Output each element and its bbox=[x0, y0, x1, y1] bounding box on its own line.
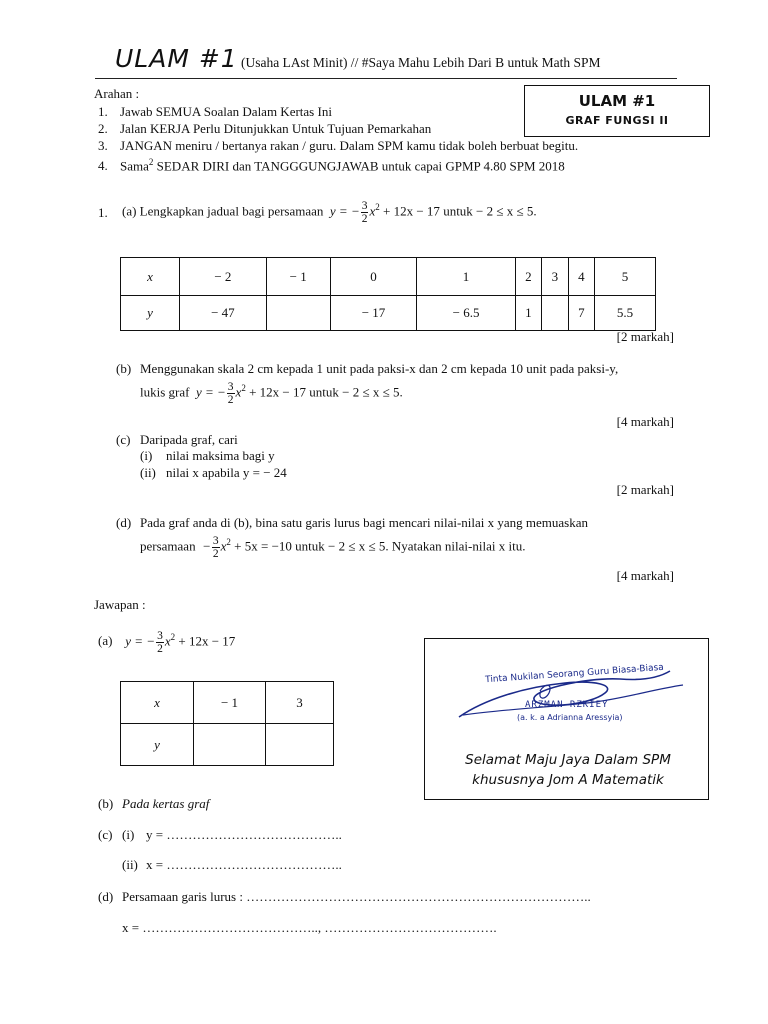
table-cell: 0 bbox=[330, 258, 417, 296]
answer-a-equation: (a) y = − $\frac{3}{2}$ $x^2 + 12x - 17$ bbox=[98, 630, 236, 655]
answer-b: (b) Pada kertas graf bbox=[98, 796, 210, 811]
motto-line-2: khususnya Jom A Matematik bbox=[472, 772, 664, 788]
answer-heading: Jawapan : bbox=[94, 597, 146, 612]
answer-table-cell: − 1 bbox=[194, 682, 266, 724]
part-c-text: Daripada graf, cari bbox=[140, 432, 238, 447]
marks-a: [2 markah] bbox=[616, 329, 674, 344]
table-cell-blank bbox=[266, 296, 330, 331]
table-cell: 5 bbox=[595, 258, 656, 296]
answer-input-y2[interactable] bbox=[266, 724, 334, 766]
table-cell-blank bbox=[542, 296, 568, 331]
question-number: 1. bbox=[98, 205, 108, 220]
signature-box bbox=[424, 638, 709, 800]
answer-table-header-y: y bbox=[121, 724, 194, 766]
instruction-item: 4. Sama$^2$ SEDAR DIRI dan TANGGGUNGJAWAB untuk capai GPMP 4.80 SPM 2018 bbox=[98, 157, 565, 174]
answer-table-header-x: x bbox=[121, 682, 194, 724]
marks-c: [2 markah] bbox=[616, 482, 674, 497]
header-title: ULAM #1 bbox=[115, 44, 238, 73]
table-cell: − 1 bbox=[266, 258, 330, 296]
answer-input-y1[interactable] bbox=[194, 724, 266, 766]
answer-c-ii: (ii) x = ………………………………….. bbox=[122, 857, 342, 872]
part-b-label: (b) bbox=[116, 361, 132, 376]
instructions-list bbox=[98, 103, 578, 174]
badge-title: ULAM #1 bbox=[578, 92, 656, 110]
marks-d: [4 markah] bbox=[616, 568, 674, 583]
table-cell: 5.5 bbox=[595, 296, 656, 331]
table-header-x: x bbox=[121, 258, 180, 296]
part-d-text: Pada graf anda di (b), bina satu garis lurus bagi mencari nilai-nilai x yang memuaskan bbox=[140, 515, 588, 530]
table-cell: − 47 bbox=[180, 296, 267, 331]
header-rule bbox=[95, 78, 677, 79]
answer-table bbox=[120, 681, 334, 766]
table-cell: 7 bbox=[568, 296, 594, 331]
part-c-label: (c) bbox=[116, 432, 131, 447]
part-c-i: (i) nilai maksima bagi y bbox=[140, 448, 275, 463]
table-cell: 1 bbox=[515, 296, 541, 331]
part-a-statement: (a) Lengkapkan jadual bagi persamaan y = − $\frac{3}{2}$ $x^2 + 12x - 17$ untuk − 2 ≤ x ≤ 5. bbox=[122, 200, 537, 225]
part-d-label: (d) bbox=[116, 515, 132, 530]
signature-name: ARZMAN RZKIEY bbox=[525, 700, 609, 710]
table-cell: − 6.5 bbox=[417, 296, 515, 331]
instruction-item: 3. JANGAN meniru / bertanya rakan / guru. Dalam SPM kamu tidak boleh berbuat begitu. bbox=[98, 138, 579, 153]
instruction-item: 2. Jalan KERJA Perlu Ditunjukkan Untuk Tujuan Pemarkahan bbox=[98, 121, 432, 136]
part-b-text: Menggunakan skala 2 cm kepada 1 unit pada paksi-x dan 2 cm kepada 10 unit pada paksi-y, bbox=[140, 361, 619, 376]
signature-tagline: Tinta Nukilan Seorang Guru Biasa-Biasa bbox=[484, 662, 665, 686]
table-cell: − 17 bbox=[330, 296, 417, 331]
instruction-item: 1. Jawab SEMUA Soalan Dalam Kertas Ini bbox=[98, 104, 332, 119]
header-subtitle: (Usaha LAst Minit) // #Saya Mahu Lebih Dari B untuk Math SPM bbox=[240, 55, 601, 70]
value-table bbox=[120, 257, 656, 331]
answer-c-i: (c) (i) y = ………………………………….. bbox=[98, 827, 342, 842]
answer-d: (d) Persamaan garis lurus : …………………………………………………………………….. bbox=[98, 889, 591, 904]
badge-topic: GRAF FUNGSI II bbox=[565, 114, 669, 127]
table-header-y: y bbox=[121, 296, 180, 331]
signature-aka: (a. k. a Adrianna Aressyia) bbox=[517, 713, 623, 722]
table-cell: 4 bbox=[568, 258, 594, 296]
marks-b: [4 markah] bbox=[616, 414, 674, 429]
answer-d-x: x = ………………………………….., …………………………………. bbox=[122, 920, 497, 935]
table-cell: − 2 bbox=[180, 258, 267, 296]
part-d-equation: persamaan − $\frac{3}{2}$ $x^2 + 5x = -10$ untuk − 2 ≤ x ≤ 5. Nyatakan nilai-nilai x itu. bbox=[140, 535, 526, 560]
table-cell: 2 bbox=[515, 258, 541, 296]
part-b-equation: lukis graf y = − $\frac{3}{2}$ $x^2 + 12x - 17$ untuk − 2 ≤ x ≤ 5. bbox=[140, 381, 403, 406]
table-cell: 3 bbox=[542, 258, 568, 296]
part-c-ii: (ii) nilai x apabila y = − 24 bbox=[140, 465, 287, 480]
instructions-heading: Arahan : bbox=[94, 86, 140, 101]
motto-line-1: Selamat Maju Jaya Dalam SPM bbox=[465, 752, 671, 768]
page-header bbox=[115, 44, 601, 73]
answer-table-cell: 3 bbox=[266, 682, 334, 724]
table-cell: 1 bbox=[417, 258, 515, 296]
